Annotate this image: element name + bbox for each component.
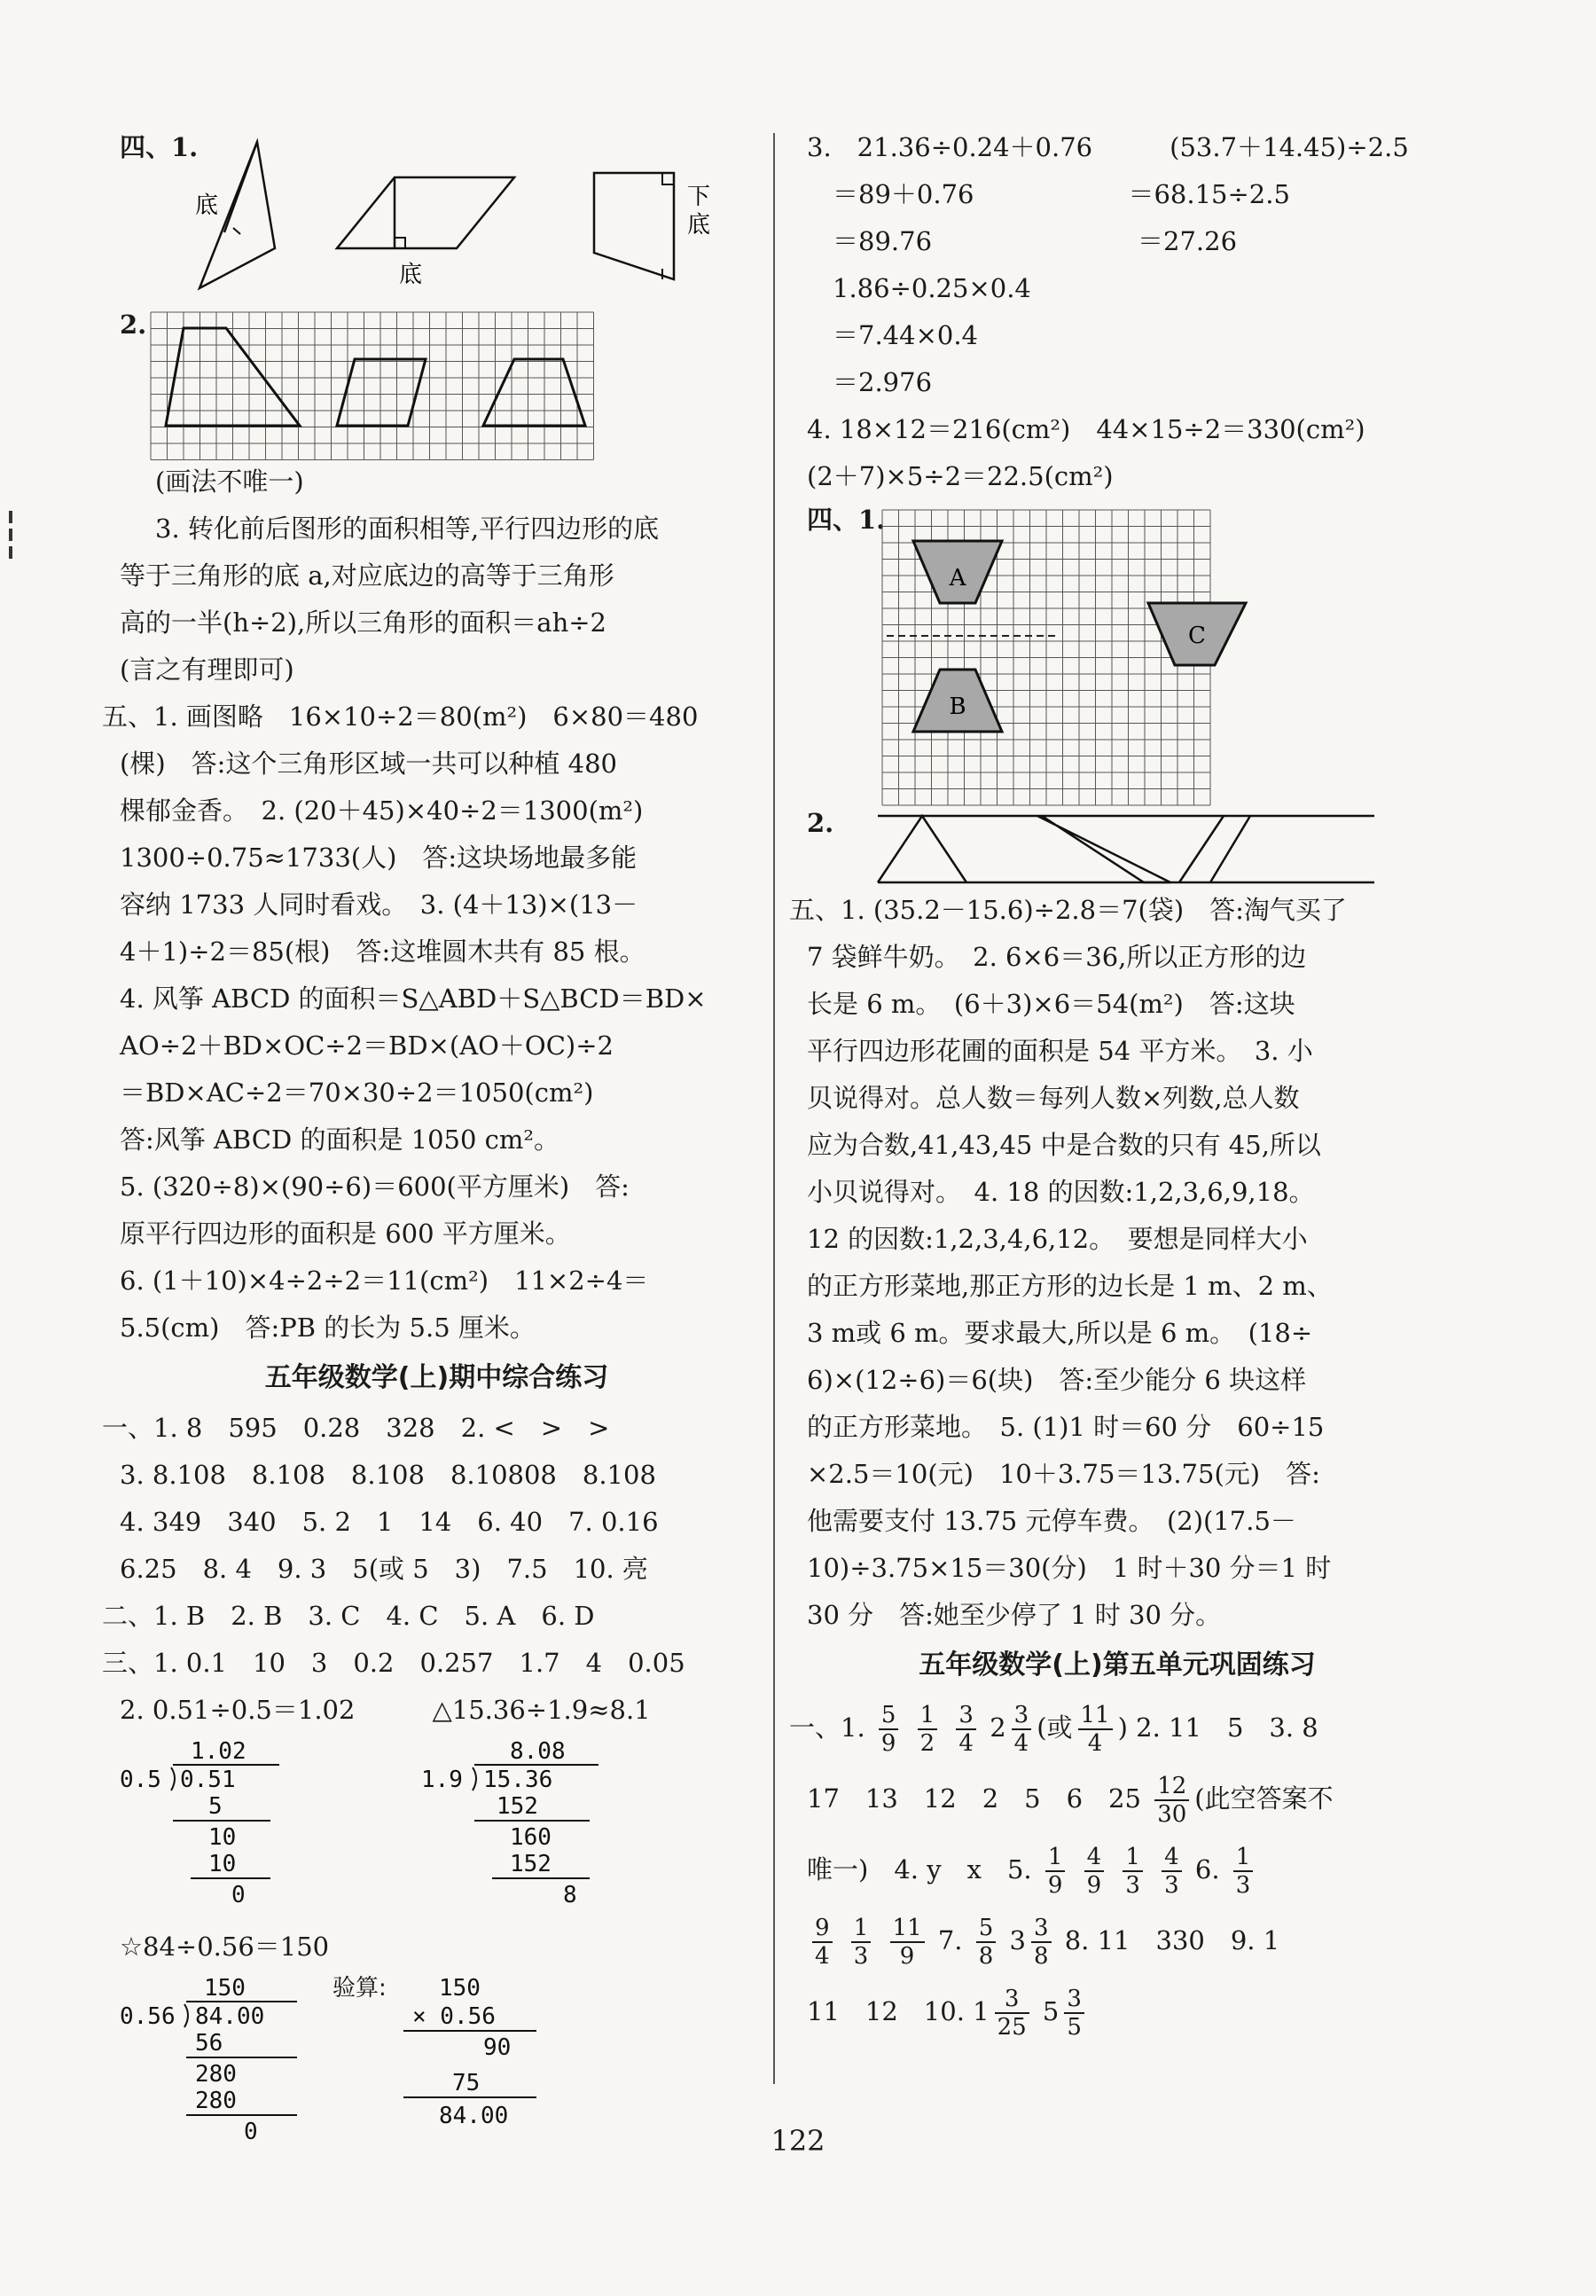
s5-line: 容纳 1733 人同时看戏。 3. (4＋13)×(13－ [120, 889, 638, 920]
fraction: $\frac{1}{9}$ [1045, 1844, 1066, 1899]
right-s5-line: 长是 6 m。 (6＋3)×6＝54(m²) 答:这块 [807, 989, 1295, 1019]
shape-c-label: C [1188, 623, 1206, 649]
right-s5-answers [789, 887, 1428, 1639]
div3-step: 280 [195, 2088, 237, 2114]
s5-line: 6. (1＋10)×4÷2÷2＝11(cm²) 11×2÷4＝ [120, 1266, 649, 1296]
fraction: $\frac{1}{2}$ [918, 1702, 938, 1757]
fraction: $\frac{9}{4}$ [812, 1915, 833, 1970]
fraction: $\frac{11}{4}$ [1078, 1702, 1113, 1757]
s4-q3-line: 等于三角形的底 a,对应底边的高等于三角形 [120, 560, 614, 591]
mid-line: 3. 8.108 8.108 8.108 8.10808 8.108 [120, 1460, 656, 1490]
div2-step: 160 [510, 1824, 552, 1851]
margin-mark [9, 505, 16, 612]
fraction: $\frac{12}{30}$ [1154, 1773, 1189, 1828]
fig1-label: 底 [195, 192, 219, 219]
mid-line: 4. 349 340 5. 2 1 14 6. 40 7. 0.16 [120, 1507, 659, 1537]
fig3-label-bottom: 底 [687, 212, 711, 239]
u5-text: 2. 11 5 3. 8 [1136, 1712, 1318, 1743]
mid-line: 6.25 8. 4 9. 3 5(或 5 3) 7.5 10. 亮 [120, 1554, 648, 1584]
div1-step: 5 [208, 1793, 223, 1820]
s5-line: ＝BD×AC÷2＝70×30÷2＝1050(cm²) [120, 1077, 594, 1108]
s3-answers [807, 124, 1428, 500]
u5-text: 7. [937, 1925, 963, 1955]
s3-line: ＝2.976 [807, 367, 933, 397]
div3-step: 280 [195, 2061, 237, 2088]
div1-step: 10 [208, 1851, 237, 1877]
u5-text: 唯一) 4. y x 5. [807, 1854, 1032, 1885]
right-column [789, 124, 1428, 2047]
right-s5-line: 12 的因数:1,2,3,4,6,12。 要想是同样大小 [807, 1224, 1308, 1254]
u5-text: 8. 11 330 9. 1 [1064, 1925, 1280, 1955]
right-s5-line: 7 袋鲜牛奶。 2. 6×6＝36,所以正方形的边 [807, 942, 1307, 972]
height-drawing-figures [120, 124, 754, 310]
midterm-answers [102, 1405, 754, 1734]
s5-line: 原平行四边形的面积是 600 平方厘米。 [120, 1219, 571, 1249]
mid-line: 二、1. B 2. B 3. C 4. C 5. A 6. D [102, 1601, 595, 1631]
u5-text: 5 [1042, 1996, 1060, 2026]
right-s5-line: 30 分 答:她至少停了 1 时 30 分。 [807, 1600, 1222, 1630]
s5-line: 4＋1)÷2＝85(根) 答:这堆圆木共有 85 根。 [120, 936, 645, 967]
fraction: $\frac{5}{9}$ [879, 1702, 899, 1757]
verify-label: 验算: [332, 1975, 387, 2002]
s5-line: 4. 风筝 ABCD 的面积＝S△ABD＋S△BCD＝BD× [120, 983, 707, 1014]
right-s5-line: 10)÷3.75×15＝30(分) 1 时＋30 分＝1 时 [807, 1553, 1332, 1583]
fraction: $\frac{3}{4}$ [956, 1702, 976, 1757]
div3-step: 56 [195, 2030, 223, 2057]
s4-right-q1-label: 四、1. [807, 505, 886, 535]
div1-dividend: 0.51 [180, 1767, 236, 1793]
parallel-lines-figure [807, 807, 1428, 887]
right-s5-line: 6)×(12÷6)＝6(块) 答:至少能分 6 块这样 [807, 1365, 1307, 1395]
verify-partial: 90 [483, 2034, 512, 2061]
fraction: $\frac{1}{3}$ [1123, 1844, 1143, 1899]
u5-text: 2 [990, 1712, 1006, 1743]
mid-line: 一、1. 8 595 0.28 328 2. < > > [102, 1413, 610, 1443]
u5-text: 6. [1194, 1854, 1220, 1885]
verify-partial: 75 [452, 2070, 481, 2096]
u5-row [789, 1692, 1428, 1763]
div1-step: 0 [231, 1882, 246, 1908]
s4-q2-lines [807, 807, 1428, 887]
page-number: 122 [771, 2124, 825, 2158]
s5-line: 5. (320÷8)×(90÷6)＝600(平方厘米) 答: [120, 1172, 630, 1202]
long-division-3 [120, 1971, 754, 2148]
s5-answers [102, 694, 754, 1352]
right-s5-line: 3 m或 6 m。要求最大,所以是 6 m。 (18÷ [807, 1318, 1313, 1348]
fraction: $\frac{11}{9}$ [890, 1915, 925, 1970]
div3-dividend: 84.00 [195, 2003, 265, 2030]
verify-mult: × 0.56 [412, 2003, 496, 2030]
s5-line: 1300÷0.75≈1733(人) 答:这块场地最多能 [120, 842, 638, 873]
s5-line: (棵) 答:这个三角形区域一共可以种植 480 [120, 748, 617, 779]
s5-line: 答:风筝 ABCD 的面积是 1050 cm²。 [120, 1124, 560, 1155]
right-s5-line: 贝说得对。总人数＝每列人数×列数,总人数 [807, 1083, 1300, 1113]
fig3-label-top: 下 [687, 184, 711, 210]
unit5-title: 五年级数学(上)第五单元巩固练习 [919, 1650, 1316, 1681]
verify-top: 150 [439, 1975, 481, 2002]
fraction: $\frac{3}{25}$ [995, 1986, 1029, 2041]
s4-q2-label: 2. [120, 310, 147, 340]
u5-text: 17 13 12 2 5 6 25 [807, 1783, 1141, 1814]
fraction: $\frac{3}{5}$ [1064, 1986, 1084, 2041]
s4-q1-figures [120, 124, 754, 310]
long-division-1-and-2 [120, 1734, 754, 1911]
mid-line: 2. 0.51÷0.5＝1.02 △15.36÷1.9≈8.1 [120, 1695, 651, 1725]
shape-b-label: B [949, 694, 966, 720]
div3-quotient: 150 [204, 1975, 246, 2002]
s5-line: AO÷2＋BD×OC÷2＝BD×(AO＋OC)÷2 [120, 1030, 614, 1061]
fraction: $\frac{1}{3}$ [1233, 1844, 1254, 1899]
left-column [102, 124, 754, 2148]
s4-q3 [120, 505, 754, 694]
mid-line: 三、1. 0.1 10 3 0.2 0.257 1.7 4 0.05 [102, 1648, 685, 1678]
div2-step: 152 [497, 1793, 538, 1820]
u5-row [807, 1763, 1428, 1834]
s5-line: 棵郁金香。 2. (20＋45)×40÷2＝1300(m²) [120, 795, 644, 826]
s3-line: ＝89＋0.76 ＝68.15÷2.5 [807, 179, 1290, 209]
fraction: $\frac{5}{8}$ [976, 1915, 997, 1970]
u5-text: 11 12 10. 1 [807, 1996, 990, 2026]
right-s5-line: 小贝说得对。 4. 18 的因数:1,2,3,6,9,18。 [807, 1177, 1315, 1207]
right-s5-line: 应为合数,41,43,45 中是合数的只有 45,所以 [807, 1130, 1321, 1160]
symmetry-grid [807, 505, 1428, 807]
s3-line: 1.86÷0.25×0.4 [807, 273, 1031, 303]
right-s5-line: 五、1. (35.2－15.6)÷2.8＝7(袋) 答:淘气买了 [789, 895, 1347, 925]
right-s5-line: 他需要支付 13.75 元停车费。 (2)(17.5－ [807, 1506, 1296, 1536]
div2-quotient: 8.08 [510, 1738, 566, 1765]
right-s5-line: ×2.5＝10(元) 10＋3.75＝13.75(元) 答: [807, 1459, 1320, 1489]
s5-line: 5.5(cm) 答:PB 的长为 5.5 厘米。 [120, 1313, 536, 1343]
star-problem: ☆84÷0.56＝150 [120, 1932, 330, 1962]
s3-line: ＝7.44×0.4 [807, 320, 978, 350]
div2-divisor: 1.9 [421, 1767, 463, 1793]
div2-dividend: 15.36 [483, 1767, 553, 1793]
u5-row [807, 1976, 1428, 2047]
s5-line: 五、1. 画图略 16×10÷2＝80(m²) 6×80＝480 [102, 701, 699, 732]
s4-q1-label: 四、1. [120, 132, 199, 162]
drawing-note: (画法不唯一) [155, 466, 304, 497]
u5-text: 一、1. [789, 1712, 865, 1743]
div1-step: 10 [208, 1824, 237, 1851]
s3-line: (2＋7)×5÷2＝22.5(cm²) [807, 461, 1114, 491]
s3-line: ＝89.76 ＝27.26 [807, 226, 1238, 256]
div2-step: 152 [510, 1851, 552, 1877]
div1-divisor: 0.5 [120, 1767, 161, 1793]
u5-row [807, 1905, 1428, 1976]
fraction: $\frac{3}{8}$ [1031, 1915, 1052, 1970]
div3-step: 0 [244, 2119, 258, 2145]
verify-result: 84.00 [439, 2103, 509, 2129]
s4-right-q2-label: 2. [807, 808, 834, 838]
u5-text: (此空答案不 [1194, 1783, 1334, 1814]
right-s5-line: 的正方形菜地,那正方形的边长是 1 m、2 m、 [807, 1271, 1333, 1301]
fraction: $\frac{3}{4}$ [1012, 1702, 1032, 1757]
u5-text: 3 [1009, 1925, 1026, 1955]
column-divider [773, 133, 775, 2084]
right-s5-line: 的正方形菜地。 5. (1)1 时＝60 分 60÷15 [807, 1412, 1325, 1442]
long-division-pair [120, 1734, 754, 1911]
u5-row [807, 1834, 1428, 1905]
s4-q1-grid [807, 505, 1428, 807]
fraction: $\frac{4}{9}$ [1084, 1844, 1105, 1899]
long-division-3-and-check [120, 1971, 754, 2148]
u5-text: ) [1117, 1712, 1128, 1743]
div3-divisor: 0.56 [120, 2003, 176, 2030]
fraction: $\frac{4}{3}$ [1162, 1844, 1182, 1899]
midterm-title: 五年级数学(上)期中综合练习 [264, 1362, 609, 1393]
div1-quotient: 1.02 [191, 1738, 246, 1765]
s4-q3-line: 3. 转化前后图形的面积相等,平行四边形的底 [155, 513, 660, 544]
s3-line: 4. 18×12＝216(cm²) 44×15÷2＝330(cm²) [807, 414, 1365, 444]
u5-text: (或 [1037, 1712, 1073, 1743]
shape-a-label: A [949, 565, 966, 592]
div2-step: 8 [563, 1882, 577, 1908]
right-s5-line: 平行四边形花圃的面积是 54 平方米。 3. 小 [807, 1036, 1313, 1066]
s4-q3-line: 高的一半(h÷2),所以三角形的面积＝ah÷2 [120, 607, 606, 638]
s3-line: 3. 21.36÷0.24＋0.76 (53.7＋14.45)÷2.5 [807, 132, 1409, 162]
fraction: $\frac{1}{3}$ [851, 1915, 872, 1970]
fig2-label: 底 [399, 262, 423, 288]
s4-q3-line: (言之有理即可) [120, 654, 294, 685]
unit5-answers [789, 1692, 1428, 2047]
grid-drawings [120, 310, 754, 466]
s4-q2-grid [120, 310, 754, 466]
